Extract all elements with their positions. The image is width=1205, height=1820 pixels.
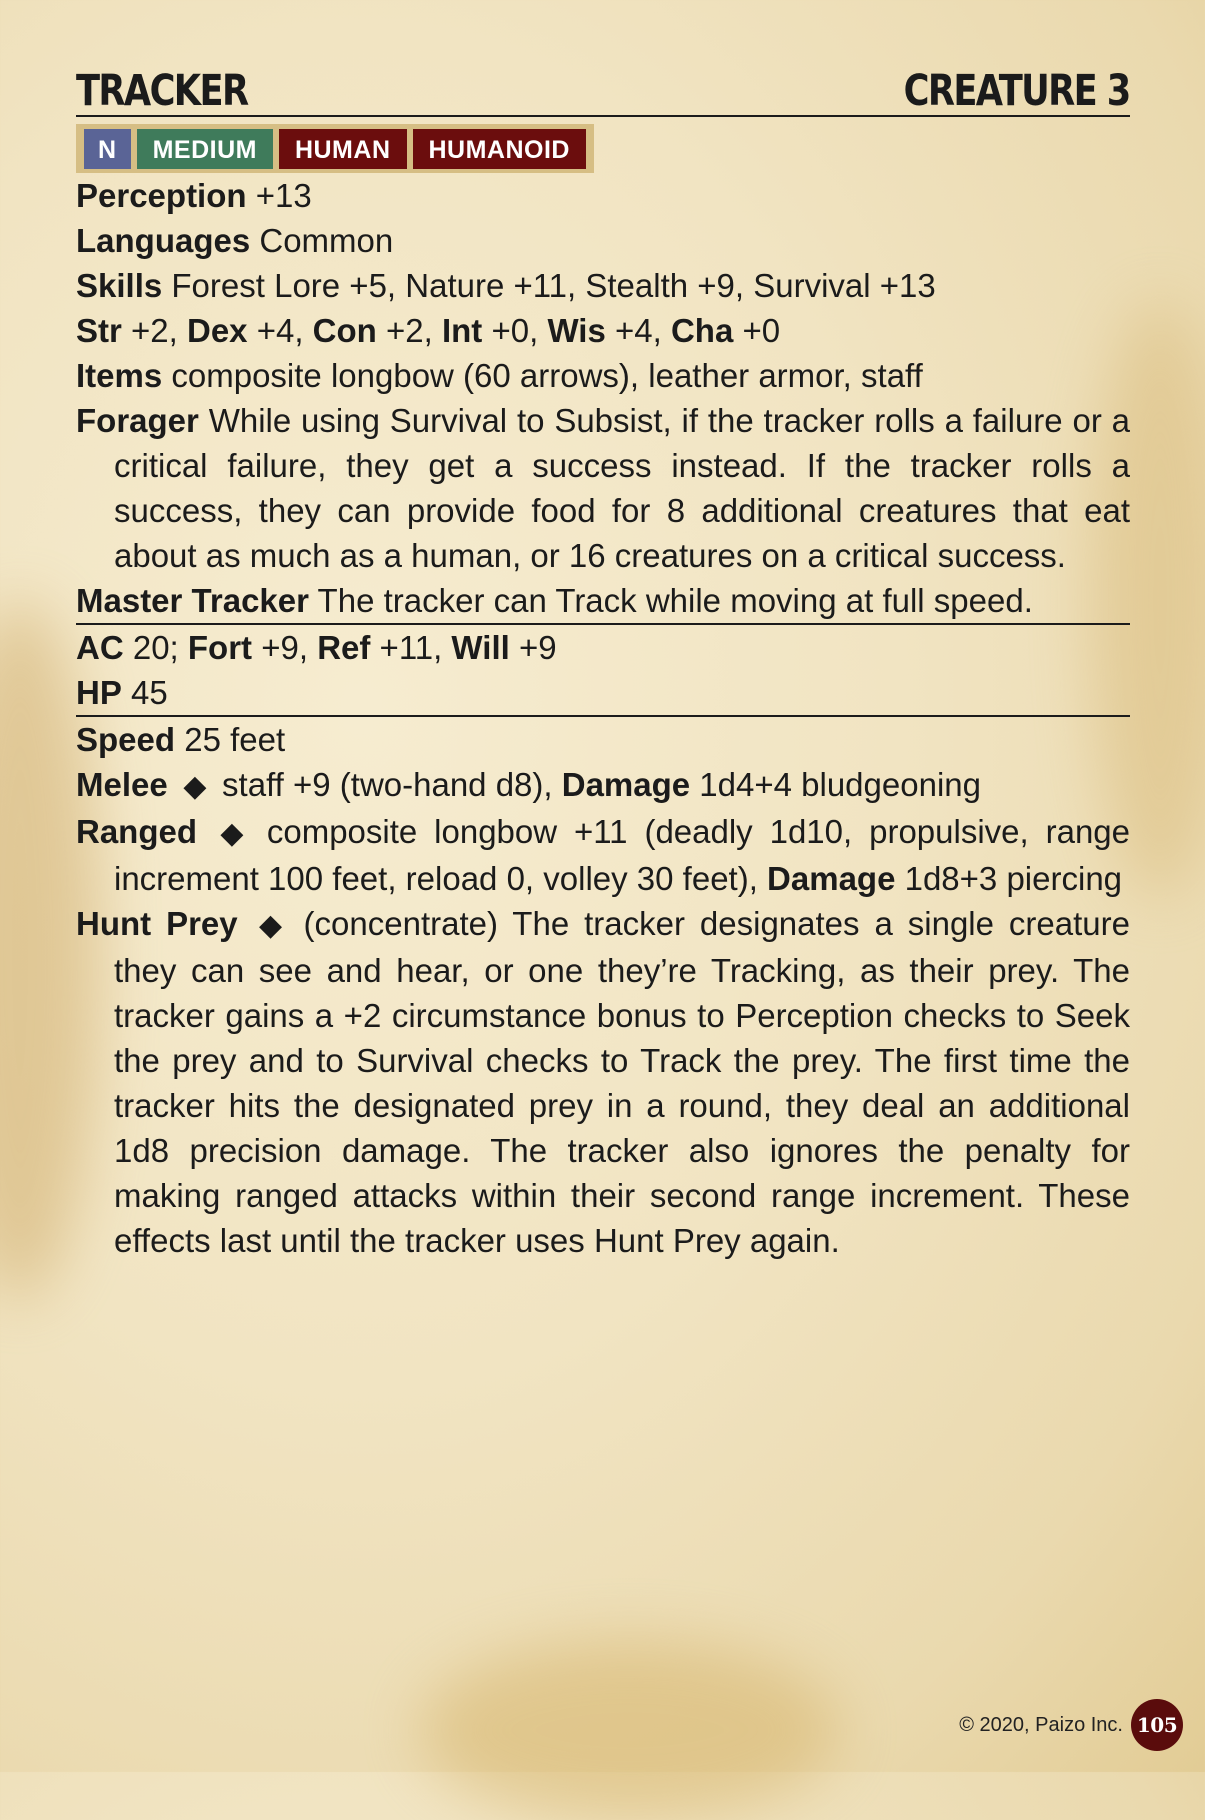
stat-block-header bbox=[76, 66, 1130, 117]
master-tracker-text: The tracker can Track while moving at full speed. bbox=[308, 582, 1033, 619]
trait-human: HUMAN bbox=[279, 129, 407, 169]
melee-damage-value: 1d4+4 bludgeoning bbox=[690, 766, 981, 803]
ranged-strike bbox=[76, 809, 1130, 901]
languages-value: Common bbox=[250, 222, 394, 259]
ac-value: 20; bbox=[123, 629, 188, 666]
fort-value: +9, bbox=[252, 629, 318, 666]
master-tracker-label: Master Tracker bbox=[76, 582, 309, 619]
int-value: +0, bbox=[482, 312, 548, 349]
ranged-text: composite longbow +11 (deadly 1d10, propulsive, range increment 100 feet, reload 0, volley 30 feet), bbox=[114, 813, 1130, 897]
con-value: +2, bbox=[376, 312, 442, 349]
single-action-icon: ◆ bbox=[183, 770, 207, 803]
hp-line bbox=[76, 670, 1130, 715]
trait-alignment: N bbox=[84, 129, 131, 169]
dex-value: +4, bbox=[247, 312, 313, 349]
ranged-label: Ranged bbox=[76, 813, 198, 850]
ref-label: Ref bbox=[317, 629, 371, 666]
ranged-damage-value: 1d8+3 piercing bbox=[895, 860, 1123, 897]
hunt-prey-label: Hunt Prey bbox=[76, 905, 238, 942]
languages-line bbox=[76, 218, 1130, 263]
trait-humanoid: HUMANOID bbox=[413, 129, 587, 169]
fort-label: Fort bbox=[187, 629, 253, 666]
trait-size: MEDIUM bbox=[137, 129, 273, 169]
perception-value: +13 bbox=[246, 177, 312, 214]
melee-strike bbox=[76, 762, 1130, 809]
melee-damage-label: Damage bbox=[561, 766, 691, 803]
single-action-icon: ◆ bbox=[259, 909, 283, 942]
hp-value: 45 bbox=[121, 674, 168, 711]
con-label: Con bbox=[312, 312, 377, 349]
attributes-line bbox=[76, 308, 1130, 353]
items-label: Items bbox=[76, 357, 163, 394]
will-value: +9 bbox=[509, 629, 557, 666]
ac-label: AC bbox=[76, 629, 124, 666]
perception-label: Perception bbox=[76, 177, 247, 214]
speed-value: 25 feet bbox=[175, 721, 286, 758]
ref-value: +11, bbox=[370, 629, 452, 666]
hunt-prey-ability bbox=[76, 901, 1130, 1263]
cha-value: +0 bbox=[733, 312, 781, 349]
paper-stain bbox=[420, 1640, 840, 1820]
forager-text: While using Survival to Subsist, if the tracker rolls a failure or a critical failure, they get a success instead. If the tracker rolls a success, they can provide food for 8 additional creatures that eat about as much as a human, or 16 creatures on a critical success. bbox=[114, 402, 1130, 574]
languages-label: Languages bbox=[76, 222, 251, 259]
str-label: Str bbox=[76, 312, 122, 349]
items-value: composite longbow (60 arrows), leather armor, staff bbox=[162, 357, 923, 394]
ranged-damage-label: Damage bbox=[767, 860, 896, 897]
copyright-notice: © 2020, Paizo Inc. bbox=[959, 1713, 1123, 1736]
skills-line bbox=[76, 263, 1130, 308]
str-value: +2, bbox=[121, 312, 187, 349]
trait-bar bbox=[76, 124, 594, 173]
creature-name: TRACKER bbox=[76, 66, 248, 116]
creature-level: CREATURE 3 bbox=[904, 66, 1130, 116]
skills-label: Skills bbox=[76, 267, 163, 304]
melee-text: staff +9 (two-hand d8), bbox=[212, 766, 562, 803]
forager-ability bbox=[76, 398, 1130, 578]
defense-line bbox=[76, 625, 1130, 670]
will-label: Will bbox=[451, 629, 510, 666]
items-line bbox=[76, 353, 1130, 398]
wis-value: +4, bbox=[605, 312, 671, 349]
page-footer bbox=[959, 1699, 1183, 1751]
int-label: Int bbox=[441, 312, 483, 349]
stat-block bbox=[76, 66, 1130, 1263]
hunt-prey-text: (concentrate) The tracker designates a single creature they can see and hear, or one they’re Tracking, as their prey. The tracker gains a +2 circumstance bonus to Perception checks to Seek the prey and to Survival checks to Track the prey. The first time the tracker hits the designated prey in a round, they deal an additional 1d8 precision damage. The tracker also ignores the penalty for making ranged attacks within their second range increment. These effects last until the tracker uses Hunt Prey again. bbox=[114, 905, 1130, 1259]
page-number-badge: 105 bbox=[1131, 1699, 1183, 1751]
speed-label: Speed bbox=[76, 721, 176, 758]
skills-value: Forest Lore +5, Nature +11, Stealth +9, Survival +13 bbox=[162, 267, 936, 304]
single-action-icon: ◆ bbox=[220, 817, 244, 850]
forager-label: Forager bbox=[76, 402, 199, 439]
perception-line bbox=[76, 173, 1130, 218]
melee-label: Melee bbox=[76, 766, 168, 803]
dex-label: Dex bbox=[186, 312, 248, 349]
wis-label: Wis bbox=[547, 312, 606, 349]
cha-label: Cha bbox=[670, 312, 734, 349]
speed-line bbox=[76, 717, 1130, 762]
master-tracker-ability bbox=[76, 578, 1130, 623]
hp-label: HP bbox=[76, 674, 122, 711]
